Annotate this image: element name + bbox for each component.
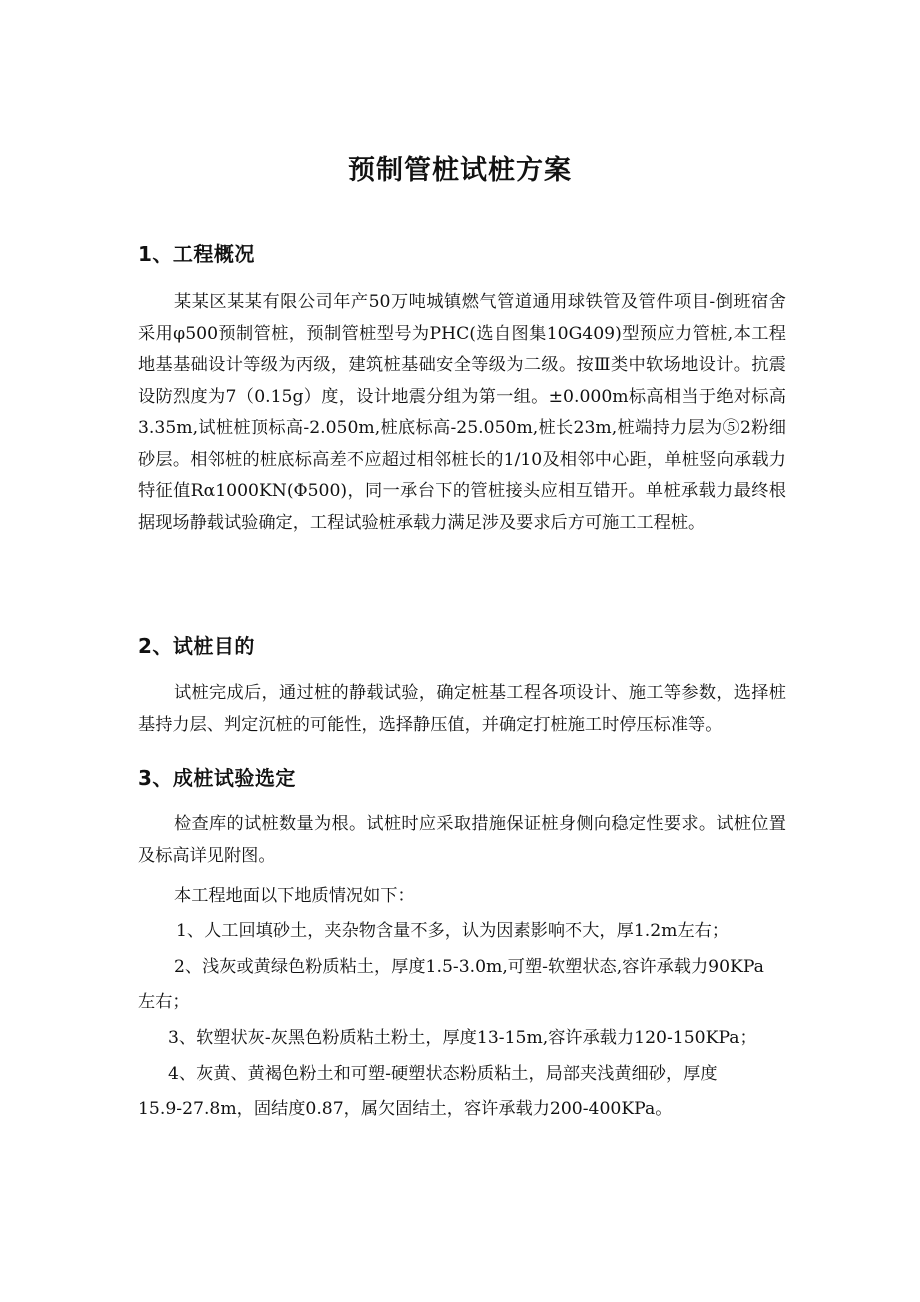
section-paragraph-test-selection: 检查库的试桩数量为根。试桩时应采取措施保证桩身侧向稳定性要求。试桩位置及标高详见附图。 xyxy=(138,814,786,866)
geology-item: 3、软塑状灰-灰黑色粉质粘土粉土，厚度13-15m,容许承载力120-150KPa； xyxy=(168,1028,757,1048)
geology-item: 2、浅灰或黄绿色粉质粘土，厚度1.5-3.0m,可塑-软塑状态,容许承载力90KPa xyxy=(174,957,764,977)
geology-item: 1、人工回填砂土，夹杂物含量不多，认为因素影响不大，厚1.2m左右； xyxy=(176,921,730,941)
section-paragraph-overview: 某某区某某有限公司年产50万吨城镇燃气管道通用球铁管及管件项目-倒班宿舍采用φ500预制管桩，预制管桩型号为PHC(选自图集10G409)型预应力管桩,本工程地基基础设计等级为丙级，建筑桩基础安全等级为二级。按Ⅲ类中软场地设计。抗震设防烈度为7（0.15g）度，设计地震分组为第一组。±0.000m标高相当于绝对标高3.35m,试桩桩顶标高-2.050m,桩底标高-25.050m,桩长23m,桩端持力层为⑤2粉细砂层。相邻桩的桩底标高差不应超过相邻桩长的1/10及相邻中心距，单桩竖向承载力特征值Rα1000KN(Φ500)，同一承台下的管桩接头应相互错开。单桩承载力最终根据现场静载试验确定，工程试验桩承载力满足涉及要求后方可施工工程桩。 xyxy=(138,292,786,533)
geology-item: 4、灰黄、黄褐色粉土和可塑-硬塑状态粉质粘土，局部夹浅黄细砂，厚度 xyxy=(168,1064,718,1084)
section-heading-purpose: 2、试桩目的 xyxy=(138,634,255,658)
section-paragraph-purpose: 试桩完成后，通过桩的静载试验，确定桩基工程各项设计、施工等参数，选择桩基持力层、判定沉桩的可能性，选择静压值，并确定打桩施工时停压标准等。 xyxy=(138,683,786,735)
document-title: 预制管桩试桩方案 xyxy=(348,155,572,186)
geology-intro: 本工程地面以下地质情况如下： xyxy=(174,886,415,906)
section-heading-overview: 1、工程概况 xyxy=(138,242,255,266)
geology-item-continuation: 15.9-27.8m，固结度0.87，属欠固结土，容许承载力200-400KPa。 xyxy=(138,1099,673,1119)
section-heading-test-selection: 3、成桩试验选定 xyxy=(138,766,296,790)
geology-item-continuation: 左右； xyxy=(138,992,190,1012)
